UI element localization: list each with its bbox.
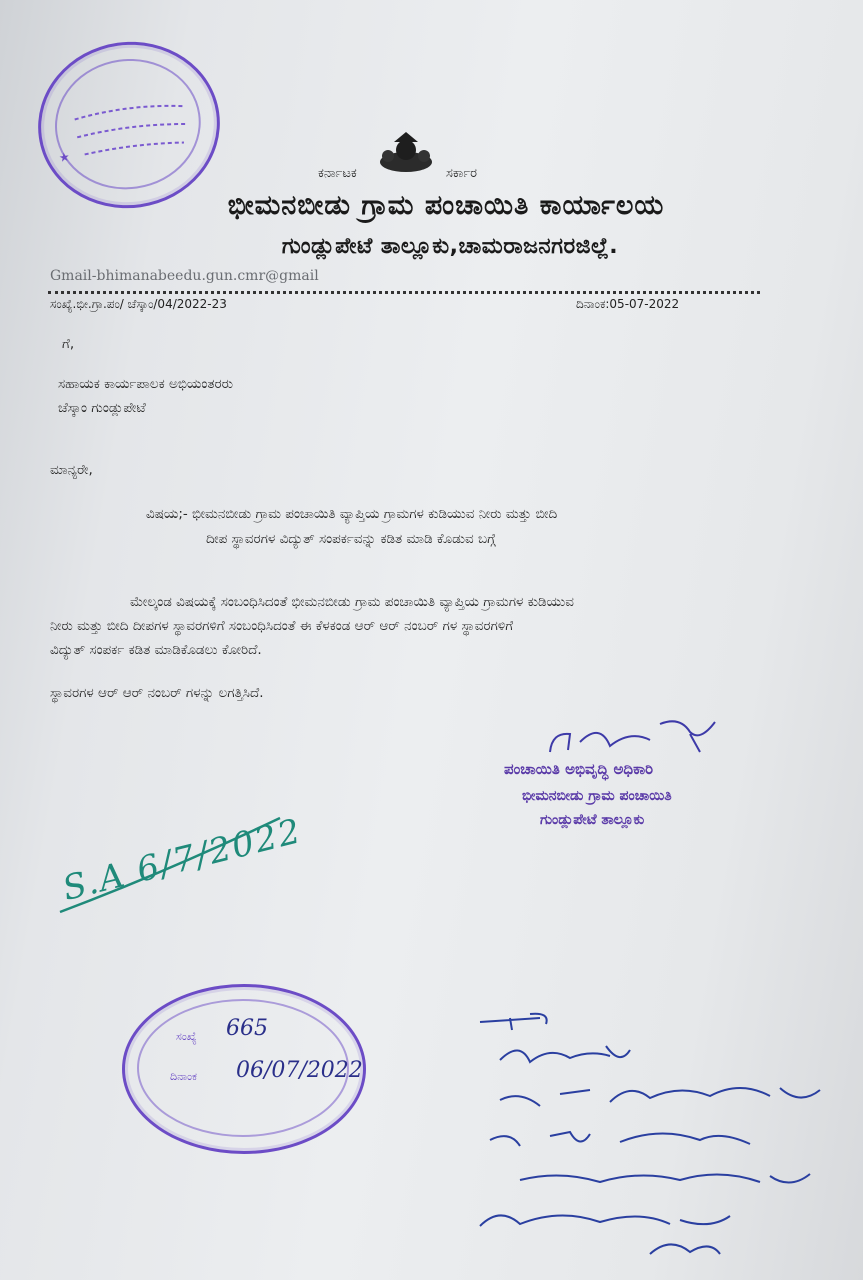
recipient-line-2: ಚೆಸ್ಕಾಂ ಗುಂಡ್ಲುಪೇಟೆ <box>58 400 146 416</box>
officer-stamp-line-2: ಭೀಮನಬೀಡು ಗ್ರಾಮ ಪಂಚಾಯಿತಿ <box>522 788 672 804</box>
body-line-2: ನೀರು ಮತ್ತು ಬೀದಿ ದೀಪಗಳ ಸ್ಥಾವರಗಳಿಗೆ ಸಂಬಂಧಿಸಿದಂತೆ ಈ ಕೆಳಕಂಡ ಆರ್ ಆರ್ ನಂಬರ್ ಗಳ ಸ್ಥಾವರಗಳಿಗೆ <box>50 618 514 634</box>
officer-stamp-line-1: ಪಂಚಾಯಿತಿ ಅಭಿವೃದ್ಧಿ ಅಧಿಕಾರಿ <box>504 760 654 778</box>
receipt-date-value: 06/07/2022 <box>236 1058 363 1083</box>
green-ink-stroke-icon <box>56 812 286 922</box>
body-line-3: ವಿದ್ಯುತ್ ಸಂಪರ್ಕ ಕಡಿತ ಮಾಡಿಕೊಡಲು ಕೋರಿದೆ. <box>50 642 262 658</box>
office-email: Gmail-bhimanabeedu.gun.cmr@gmail <box>50 268 319 284</box>
salutation: ಮಾನ್ಯರೇ, <box>50 462 93 478</box>
handwritten-sa-note: S.A 6/7/2022 <box>58 810 307 910</box>
officer-stamp-line-3: ಗುಂಡ್ಲುಪೇಟೆ ತಾಲ್ಲೂಕು <box>540 812 645 828</box>
state-emblem-icon <box>376 132 436 176</box>
body-line-1: ಮೇಲ್ಕಂಡ ವಿಷಯಕ್ಕೆ ಸಂಬಂಧಿಸಿದಂತೆ ಭೀಮನಬೀಡು ಗ್ರಾಮ ಪಂಚಾಯಿತಿ ವ್ಯಾಪ್ತಿಯ ಗ್ರಾಮಗಳ ಕುಡಿಯುವ <box>130 594 574 610</box>
reference-number: ಸಂಖ್ಯೆ.ಭೀ.ಗ್ರಾ.ಪಂ/ ಚೆಸ್ಕಾಂ/04/2022-23 <box>50 297 227 311</box>
office-title: ಭೀಮನಬೀಡು ಗ್ರಾಮ ಪಂಚಾಯಿತಿ ಕಾರ್ಯಾಲಯ <box>227 190 665 221</box>
seal-star-icon: ★ <box>57 149 71 166</box>
subject-line-1: ವಿಷಯ;- ಭೀಮನಬೀಡು ಗ್ರಾಮ ಪಂಚಾಯಿತಿ ವ್ಯಾಪ್ತಿಯ ಗ್ರಾಮಗಳ ಕುಡಿಯುವ ನೀರು ಮತ್ತು ಬೀದಿ <box>146 506 558 522</box>
officer-signature-icon <box>540 712 730 760</box>
letter-date: ದಿನಾಂಕ:05-07-2022 <box>576 297 680 311</box>
header-divider <box>48 291 760 294</box>
to-label: ಗೆ, <box>62 336 75 352</box>
receipt-date-label: ದಿನಾಂಕ <box>170 1070 197 1083</box>
enclosure-note: ಸ್ಥಾವರಗಳ ಆರ್ ಆರ್ ನಂಬರ್ ಗಳನ್ನು ಲಗತ್ತಿಸಿದೆ. <box>50 685 264 701</box>
recipient-line-1: ಸಹಾಯಕ ಕಾರ್ಯಪಾಲಕ ಅಭಿಯಂತರರು <box>58 376 234 392</box>
emblem-left-text: ಕರ್ನಾಟಕ <box>318 166 357 181</box>
receipt-number-label: ಸಂಖ್ಯೆ <box>176 1030 197 1043</box>
receipt-number-value: 665 <box>226 1016 268 1041</box>
handwritten-forwarding-notes-icon <box>460 1010 840 1270</box>
subject-line-2: ದೀಪ ಸ್ಥಾವರಗಳ ವಿದ್ಯುತ್ ಸಂಪರ್ಕವನ್ನು ಕಡಿತ ಮಾಡಿ ಕೊಡುವ ಬಗ್ಗೆ <box>206 531 496 547</box>
emblem-right-text: ಸರ್ಕಾರ <box>446 166 477 181</box>
office-subtitle: ಗುಂಡ್ಲುಪೇಟೆ ತಾಲ್ಲೂಕು,ಚಾಮರಾಜನಗರಜಿಲ್ಲೆ. <box>281 234 619 259</box>
